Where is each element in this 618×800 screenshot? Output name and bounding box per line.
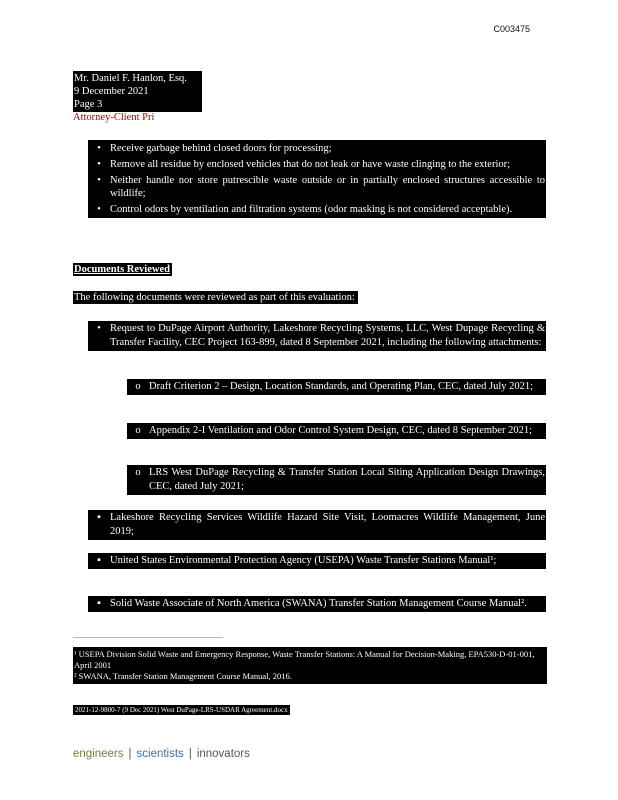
letter-header: [73, 71, 202, 112]
bates-number: C003475: [493, 24, 530, 34]
bullet-icon: •: [97, 175, 101, 186]
section-heading: Documents Reviewed: [74, 264, 170, 275]
tagline-engineers: engineers: [73, 748, 124, 760]
bullet-icon: •: [97, 323, 101, 334]
list-item: • Neither handle nor store putrescible waste outside or in partially enclosed structures accessible to wildlife;: [88, 174, 546, 200]
letter-date: 9 December 2021: [74, 86, 149, 97]
requirements-list: [88, 140, 546, 218]
square-bullet-icon: ▪: [97, 598, 101, 609]
tagline-separator: |: [188, 748, 192, 760]
square-bullet-icon: ▪: [97, 555, 101, 566]
bullet-icon: •: [97, 143, 101, 154]
document-item: • Request to DuPage Airport Authority, Lakeshore Recycling Systems, LLC, West Dupage Recycling & Transfer Facility, CEC Project 163-899, dated 8 September 2021, including the following attachments:: [88, 321, 546, 351]
document-item: ▪ Solid Waste Associate of North America (SWANA) Transfer Station Management Course Manual².: [88, 596, 546, 612]
list-item: • Control odors by ventilation and filtration systems (odor masking is not considered acceptable).: [88, 203, 546, 216]
document-item: ▪ Lakeshore Recycling Services Wildlife Hazard Site Visit, Loomacres Wildlife Management, June 2019;: [88, 510, 546, 540]
section-intro: The following documents were reviewed as part of this evaluation:: [73, 291, 358, 304]
attachment-item: o LRS West DuPage Recycling & Transfer Station Local Siting Application Design Drawings, CEC, dated July 2021;: [127, 465, 546, 495]
list-item: • Receive garbage behind closed doors for processing;: [88, 142, 546, 155]
recipient-name: Mr. Daniel F. Hanlon, Esq.: [74, 73, 187, 84]
footnote-divider: [73, 637, 223, 638]
footnotes: [73, 647, 547, 684]
square-bullet-icon: ▪: [97, 512, 101, 523]
attachment-item: o Appendix 2-I Ventilation and Odor Control System Design, CEC, dated 8 September 2021;: [127, 423, 546, 439]
file-reference: 2021-12-9800-7 (9 Dec 2021) West DuPage-LRS-USDAR Agreement.docx: [75, 706, 288, 714]
bullet-icon: •: [97, 204, 101, 215]
tagline-scientists: scientists: [136, 748, 184, 760]
tagline-separator: |: [128, 748, 132, 760]
company-tagline: [73, 748, 250, 760]
tagline-innovators: innovators: [196, 748, 250, 760]
page-number: Page 3: [74, 99, 103, 110]
circle-bullet-icon: o: [135, 467, 141, 478]
circle-bullet-icon: o: [135, 381, 141, 392]
footnote-1: ¹ USEPA Division Solid Waste and Emergency Response, Waste Transfer Stations: A Manual for Decision-Making, EPA530-D-01-001, April 2001: [74, 649, 535, 670]
privilege-label: Attorney-Client Pri: [73, 112, 155, 123]
document-item: ▪ United States Environmental Protection Agency (USEPA) Waste Transfer Stations Manual¹;: [88, 553, 546, 569]
footnote-2: ² SWANA, Transfer Station Management Course Manual, 2016.: [74, 671, 292, 681]
attachment-item: o Draft Criterion 2 – Design, Location Standards, and Operating Plan, CEC, dated July 2021;: [127, 379, 546, 395]
bullet-icon: •: [97, 159, 101, 170]
circle-bullet-icon: o: [135, 425, 141, 436]
list-item: • Remove all residue by enclosed vehicles that do not leak or have waste clinging to the exterior;: [88, 158, 546, 171]
